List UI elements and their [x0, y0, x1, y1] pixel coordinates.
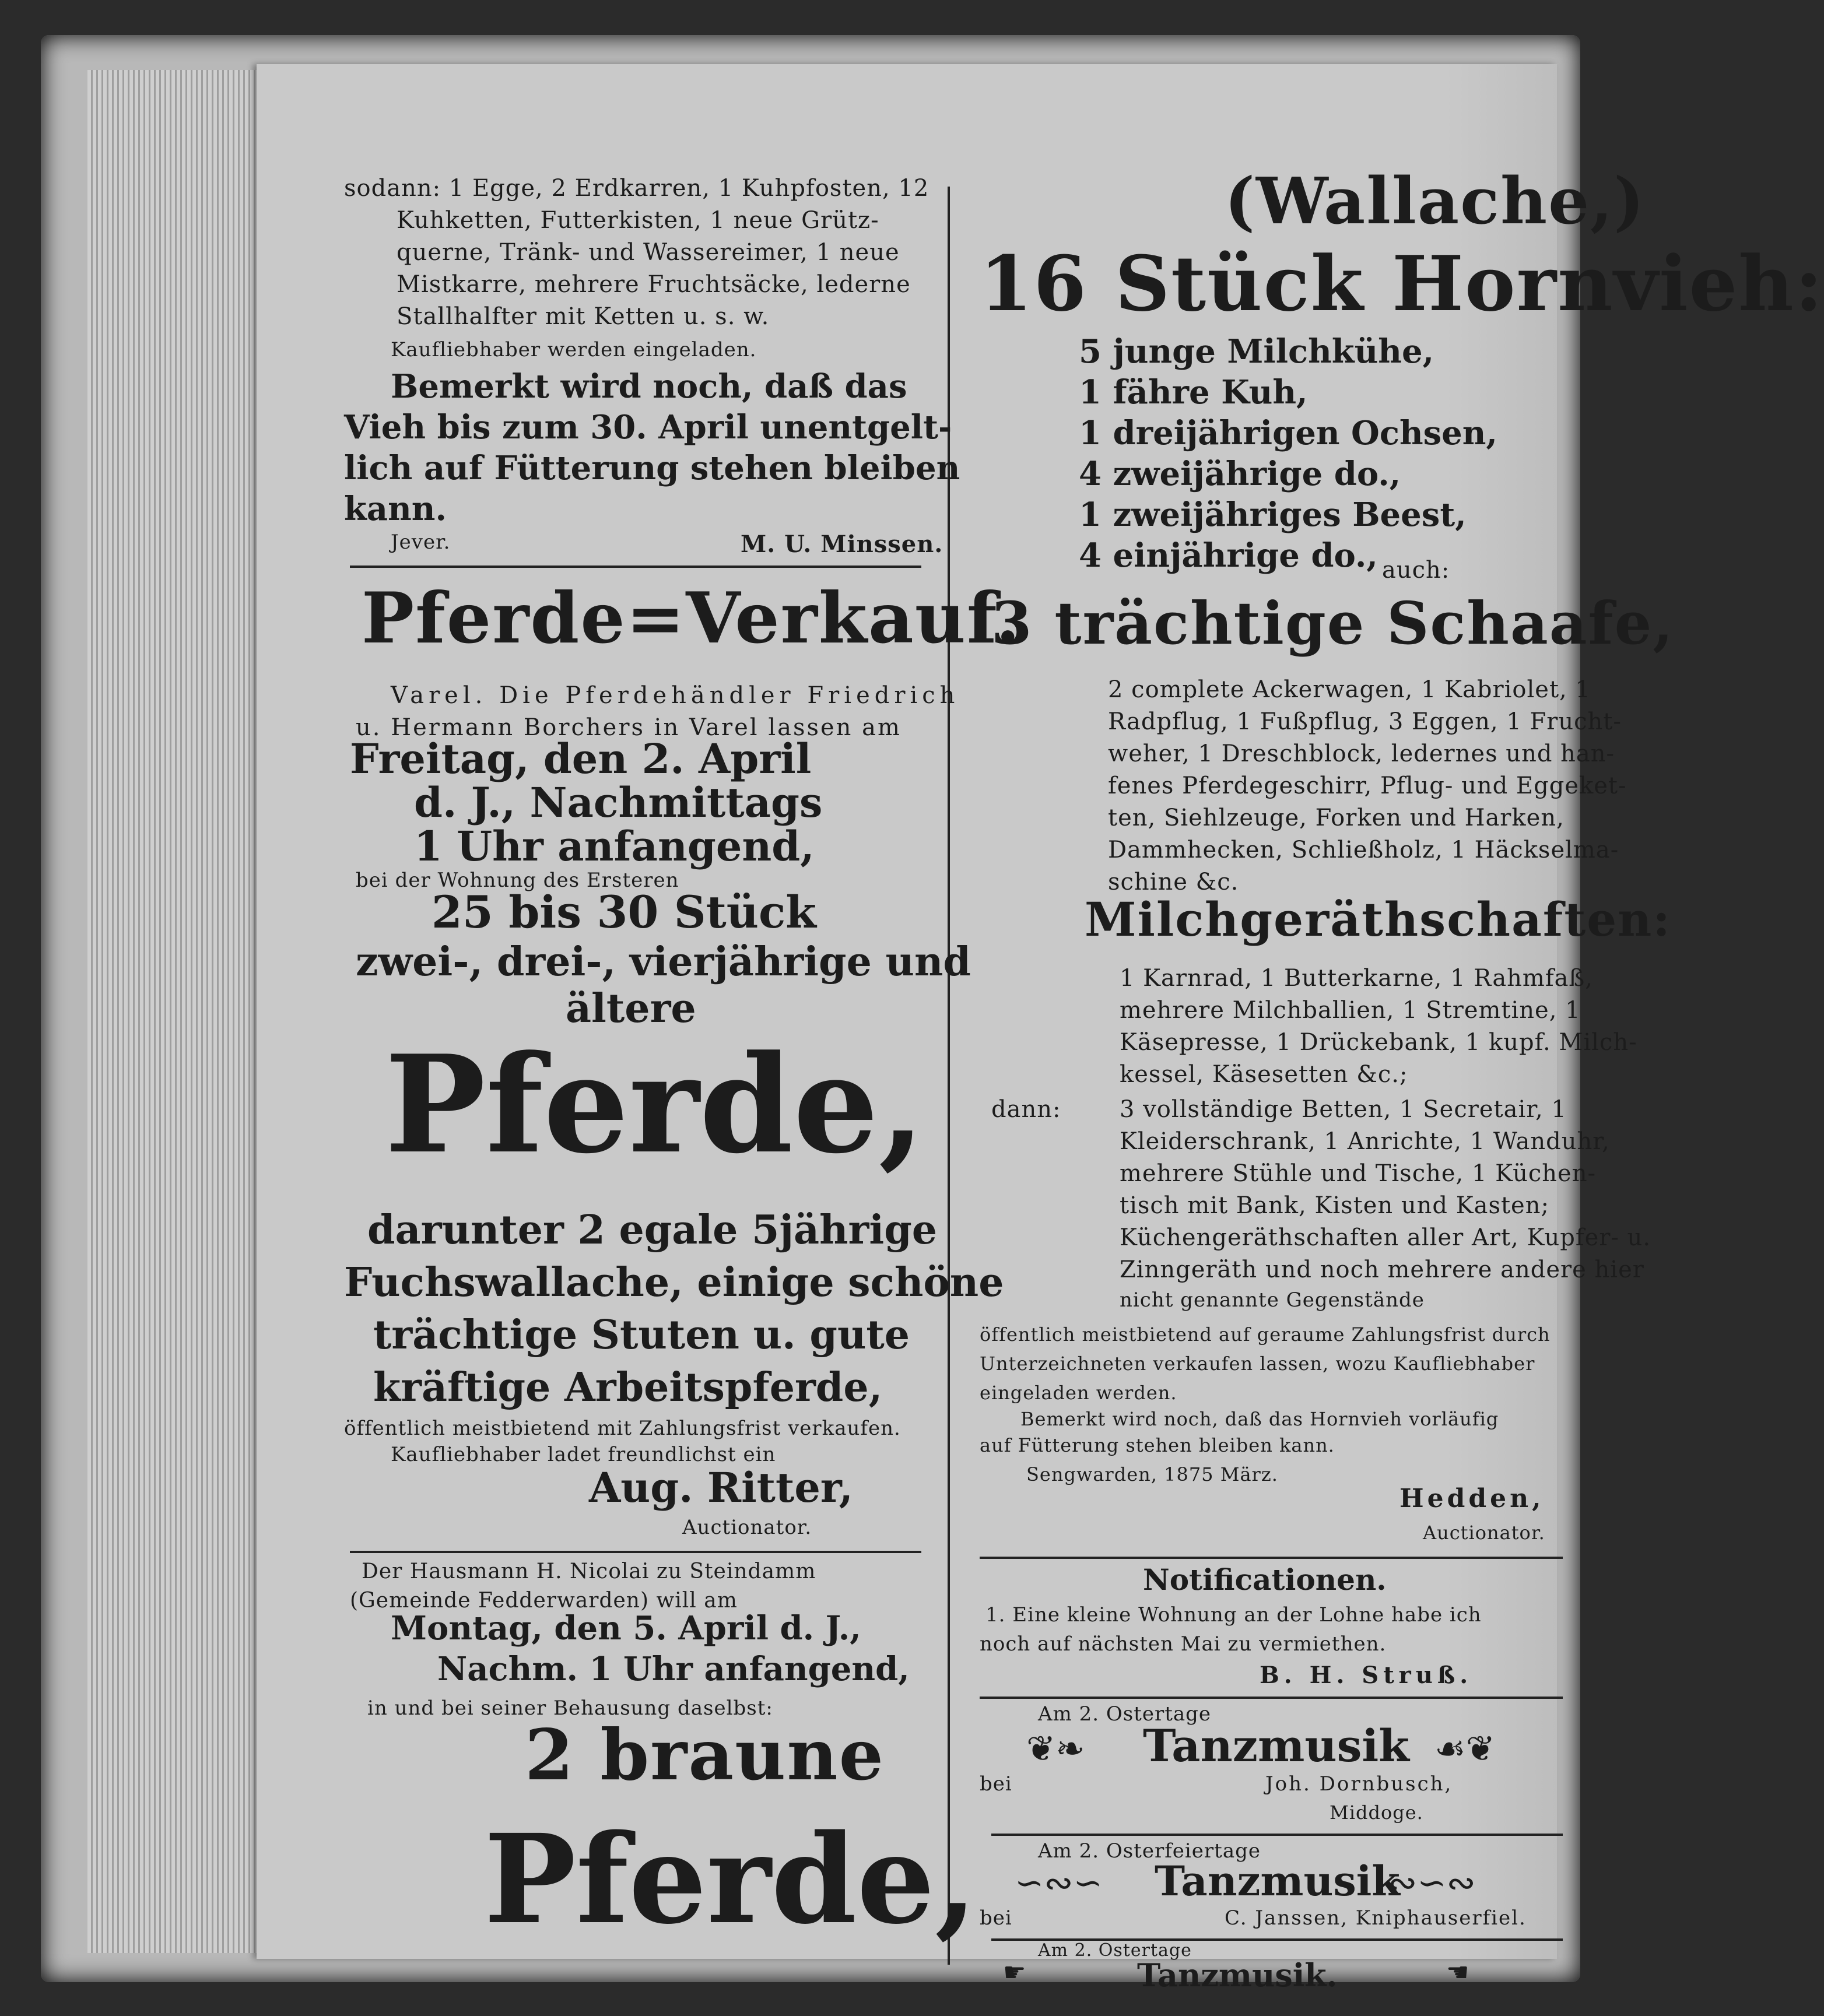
headline: Milchgeräthschaften: [1085, 892, 1671, 947]
ad-title: Tanzmusik [1155, 1857, 1400, 1905]
text-line: Bemerkt wird noch, daß das [391, 367, 907, 406]
list-item: 1 fähre Kuh, [1079, 373, 1308, 412]
text-line: 2 braune [525, 1714, 885, 1796]
text-line: 1. Eine kleine Wohnung an der Lohne habe ich [985, 1603, 1482, 1627]
signature: Hedden, [1399, 1484, 1545, 1513]
text-line: Der Hausmann H. Nicolai zu Steindamm [362, 1560, 816, 1583]
headline: 3 trächtige Schaafe, [991, 589, 1675, 658]
text-line: Kuhketten, Futterkisten, 1 neue Grütz- [397, 207, 879, 234]
text-line: mehrere Stühle und Tische, 1 Küchen- [1120, 1160, 1596, 1187]
text-line: 2 complete Ackerwagen, 1 Kabriolet, 1 [1108, 676, 1591, 703]
list-item: 1 dreijährigen Ochsen, [1079, 414, 1498, 452]
ad-label: bei [980, 1772, 1012, 1796]
text-line: weher, 1 Dreschblock, ledernes und han- [1108, 740, 1615, 767]
text-line: zwei-, drei-, vierjährige und [356, 939, 971, 985]
ad-title: Tanzmusik [1143, 1720, 1409, 1772]
headline: Pferde=Verkauf. [362, 577, 1022, 659]
newspaper-page [257, 64, 1824, 1959]
pointing-hand-icon: ☛ [1003, 1958, 1026, 1987]
section-title: Notificationen. [1143, 1562, 1387, 1597]
text-line: d. J., Nachmittags [414, 778, 823, 827]
section-rule [991, 1834, 1563, 1836]
list-item: 4 zweijährige do., [1079, 455, 1401, 493]
page-edges [87, 70, 280, 1953]
headline-giant: Pferde, [484, 1807, 978, 1951]
list-item: 1 zweijähriges Beest, [1079, 496, 1467, 534]
text-line: kann. [344, 490, 447, 528]
signature-role: Auctionator. [1423, 1522, 1545, 1544]
text-line: (Gemeinde Fedderwarden) will am [350, 1589, 738, 1613]
auctioneer-name: Aug. Ritter, [589, 1463, 854, 1512]
text-line: querne, Tränk- und Wassereimer, 1 neue [397, 239, 900, 266]
text-line: Kaufliebhaber werden eingeladen. [391, 338, 757, 361]
text-line: 3 vollständige Betten, 1 Secretair, 1 [1120, 1096, 1567, 1123]
text-line: darunter 2 egale 5jährige [367, 1207, 938, 1253]
signature: B. H. Struß. [1260, 1662, 1473, 1689]
text-line: Varel. Die Pferdehändler Friedrich [391, 682, 960, 709]
text-line: 1 Uhr anfangend, [414, 822, 815, 870]
text-line: 25 bis 30 Stück [432, 886, 816, 938]
text-line: trächtige Stuten u. gute [373, 1312, 910, 1358]
text-line: öffentlich meistbietend mit Zahlungsfrist verkaufen. [344, 1417, 901, 1440]
text-line: Vieh bis zum 30. April unentgelt- [344, 408, 952, 447]
ornament-icon: ∽∾∽ [1015, 1863, 1103, 1903]
text-line: ten, Siehlzeuge, Forken und Harken, [1108, 805, 1565, 831]
text-line: noch auf nächsten Mai zu vermiethen. [980, 1632, 1387, 1656]
text-line: Montag, den 5. April d. J., [391, 1609, 861, 1648]
text-line: Unterzeichneten verkaufen lassen, wozu Kaufliebhaber [980, 1353, 1535, 1375]
text-line: kessel, Käsesetten &c.; [1120, 1061, 1408, 1088]
text-line: u. Hermann Borchers in Varel lassen am [356, 714, 902, 741]
section-rule [350, 1551, 921, 1553]
headline-giant: Pferde, [385, 1026, 925, 1183]
ad-label: bei [980, 1906, 1012, 1930]
text-line: öffentlich meistbietend auf geraume Zahlungsfrist durch [980, 1323, 1551, 1346]
text-line: ältere [566, 985, 696, 1032]
text-line: auf Fütterung stehen bleiben kann. [980, 1434, 1335, 1456]
text-line: Nachm. 1 Uhr anfangend, [437, 1650, 910, 1688]
ad-name: Joh. Dornbusch, [1265, 1772, 1453, 1796]
text-line: Freitag, den 2. April [350, 735, 812, 783]
text-line: eingeladen werden. [980, 1382, 1177, 1404]
text-line: mehrere Milchballien, 1 Stremtine, 1 [1120, 997, 1581, 1024]
text-line: Küchengeräthschaften aller Art, Kupfer- u. [1120, 1224, 1651, 1251]
list-item: 4 einjährige do., [1079, 536, 1378, 575]
text-line: Mistkarre, mehrere Fruchtsäcke, lederne [397, 271, 911, 298]
text-line: Dammhecken, Schließholz, 1 Häckselma- [1108, 837, 1619, 863]
ad-date: Am 2. Ostertage [1038, 1940, 1192, 1961]
signature: M. U. Minssen. [741, 531, 943, 558]
text-line: dann: [991, 1096, 1061, 1123]
text-line: Radpflug, 1 Fußpflug, 3 Eggen, 1 Frucht- [1108, 708, 1622, 735]
ad-date: Am 2. Osterfeiertage [1038, 1839, 1261, 1863]
headline: (Wallache,) [1225, 163, 1646, 238]
text-line: fenes Pferdegeschirr, Pflug- und Eggeket- [1108, 772, 1627, 799]
text-line: kräftige Arbeitspferde, [373, 1364, 883, 1411]
text-line: Käsepresse, 1 Drückebank, 1 kupf. Milch- [1120, 1029, 1637, 1056]
text-line: in und bei seiner Behausung daselbst: [367, 1697, 773, 1720]
ad-title: Tanzmusik. [1137, 1957, 1338, 1994]
ornament-icon: ∾∽∾ [1388, 1863, 1476, 1903]
dance-ad-bottom [980, 1940, 1563, 1999]
text-line: Stallhalfter mit Ketten u. s. w. [397, 303, 770, 330]
text-line: Fuchswallache, einige schöne [344, 1259, 1004, 1306]
section-rule [980, 1697, 1563, 1699]
place-label: Jever. [391, 531, 451, 554]
ornament-icon: ☙❦ [1434, 1729, 1496, 1769]
list-item: 5 junge Milchkühe, [1079, 332, 1434, 371]
text-line: lich auf Fütterung stehen bleiben [344, 449, 960, 487]
text-line: 1 Karnrad, 1 Butterkarne, 1 Rahmfaß, [1120, 965, 1593, 992]
ad-place: Middoge. [1330, 1801, 1423, 1824]
text-line: Kleiderschrank, 1 Anrichte, 1 Wanduhr, [1120, 1128, 1610, 1155]
section-rule [980, 1557, 1563, 1559]
text-line: nicht genannte Gegenstände [1120, 1288, 1425, 1312]
text-line: bei der Wohnung des Ersteren [356, 869, 679, 892]
text-line: sodann: 1 Egge, 2 Erdkarren, 1 Kuhpfosten, 12 [344, 175, 929, 202]
text-line: Bemerkt wird noch, daß das Hornvieh vorläufig [1020, 1408, 1499, 1430]
text-line: auch: [1382, 557, 1450, 584]
text-line: Sengwarden, 1875 März. [1026, 1463, 1278, 1485]
ad-date: Am 2. Ostertage [1038, 1702, 1212, 1726]
text-line: tisch mit Bank, Kisten und Kasten; [1120, 1192, 1549, 1219]
headline: 16 Stück Hornvieh: [980, 239, 1824, 328]
section-rule [350, 566, 921, 568]
ad-name: C. Janssen, Kniphauserfiel. [1225, 1906, 1527, 1930]
text-line: schine &c. [1108, 869, 1239, 895]
auctioneer-role: Auctionator. [682, 1516, 812, 1539]
text-line: Kaufliebhaber ladet freundlichst ein [391, 1443, 776, 1466]
ornament-icon: ❦❧ [1026, 1729, 1085, 1769]
pointing-hand-icon: ☚ [1446, 1958, 1469, 1987]
text-line: Zinngeräth und noch mehrere andere hier [1120, 1256, 1644, 1283]
